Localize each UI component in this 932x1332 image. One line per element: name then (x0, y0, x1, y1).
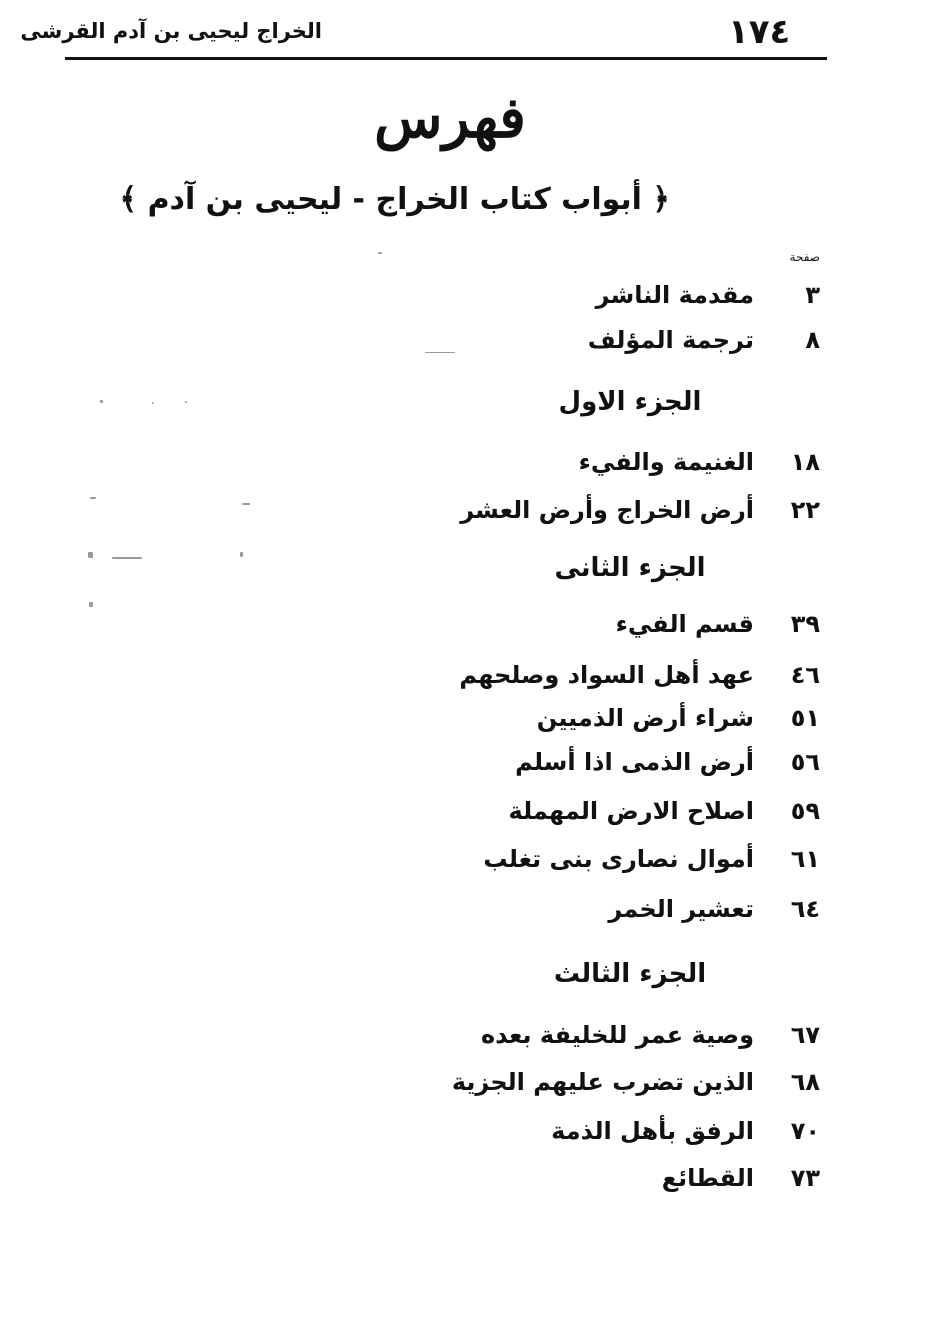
toc-entry (400, 1062, 820, 1102)
toc-entry (400, 839, 820, 879)
scan-speck (242, 503, 250, 505)
scan-speck (89, 602, 93, 607)
toc-entry-title: ترجمة المؤلف (587, 326, 754, 354)
toc-entry-title: أموال نصارى بنى تغلب (483, 845, 754, 873)
toc-entry (400, 1111, 820, 1151)
scan-speck (112, 557, 142, 559)
toc-entry-title: وصية عمر للخليفة بعده (480, 1021, 754, 1049)
index-subtitle: ﴿ أبواب كتاب الخراج - ليحيى بن آدم ﴾ (119, 182, 670, 217)
scan-speck (152, 402, 154, 404)
toc-entry-page: ٢٢ (790, 496, 820, 524)
section-heading-part-1: الجزء الاول (558, 387, 702, 417)
toc-entry-page: ٦٧ (790, 1021, 820, 1049)
index-title: فهرس (374, 85, 526, 151)
page-column-label: صفحة (789, 250, 820, 264)
toc-entry-page: ٧٠ (790, 1117, 820, 1145)
toc-entry (400, 1015, 820, 1055)
toc-entry (400, 604, 820, 644)
toc-entry-title: عهد أهل السواد وصلحهم (459, 661, 754, 689)
toc-entry-title: اصلاح الارض المهملة (508, 797, 754, 825)
page-number: ١٧٤ (728, 12, 791, 52)
toc-entry (400, 889, 820, 929)
toc-entry (400, 490, 820, 530)
toc-entry (400, 442, 820, 482)
toc-entry-page: ٨ (805, 326, 820, 354)
toc-entry-title: أرض الذمى اذا أسلم (515, 748, 754, 776)
toc-entry-title: القطائع (661, 1164, 754, 1192)
toc-entry-page: ٥١ (790, 704, 820, 732)
toc-entry (400, 1158, 820, 1198)
toc-entry-title: شراء أرض الذميين (536, 704, 754, 732)
header-rule (65, 57, 827, 60)
toc-entry-page: ٣٩ (790, 610, 820, 638)
toc-entry-page: ٣ (805, 281, 820, 309)
scan-speck (240, 552, 243, 557)
toc-entry-page: ٥٩ (790, 797, 820, 825)
toc-entry (400, 320, 820, 360)
toc-entry (400, 742, 820, 782)
toc-entry (400, 791, 820, 831)
toc-entry-page: ٦٨ (790, 1068, 820, 1096)
toc-entry (400, 275, 820, 315)
toc-entry (400, 698, 820, 738)
running-head: الخراج ليحيى بن آدم القرشى (20, 19, 322, 43)
toc-entry-title: قسم الفيء (615, 610, 754, 638)
toc-entry-title: الرفق بأهل الذمة (551, 1117, 754, 1145)
toc-entry-title: الغنيمة والفيء (578, 448, 754, 476)
scan-speck (185, 401, 187, 403)
toc-entry-page: ٦١ (790, 845, 820, 873)
toc-entry-title: الذين تضرب عليهم الجزية (451, 1068, 754, 1096)
scan-speck (88, 552, 93, 558)
toc-entry-page: ٧٣ (790, 1164, 820, 1192)
toc-entry-title: تعشير الخمر (608, 895, 754, 923)
toc-entry-page: ٤٦ (790, 661, 820, 689)
section-heading-part-2: الجزء الثانى (554, 553, 706, 583)
toc-entry-title: أرض الخراج وأرض العشر (460, 496, 754, 524)
toc-entry-page: ٥٦ (790, 748, 820, 776)
toc-entry-page: ٦٤ (790, 895, 820, 923)
toc-entry (400, 655, 820, 695)
section-heading-part-3: الجزء الثالث (553, 959, 707, 989)
scan-speck (378, 252, 382, 254)
scan-speck (100, 400, 103, 403)
toc-entry-title: مقدمة الناشر (595, 281, 754, 309)
toc-entry-page: ١٨ (790, 448, 820, 476)
scan-speck (90, 497, 96, 499)
scan-speck (425, 352, 455, 353)
